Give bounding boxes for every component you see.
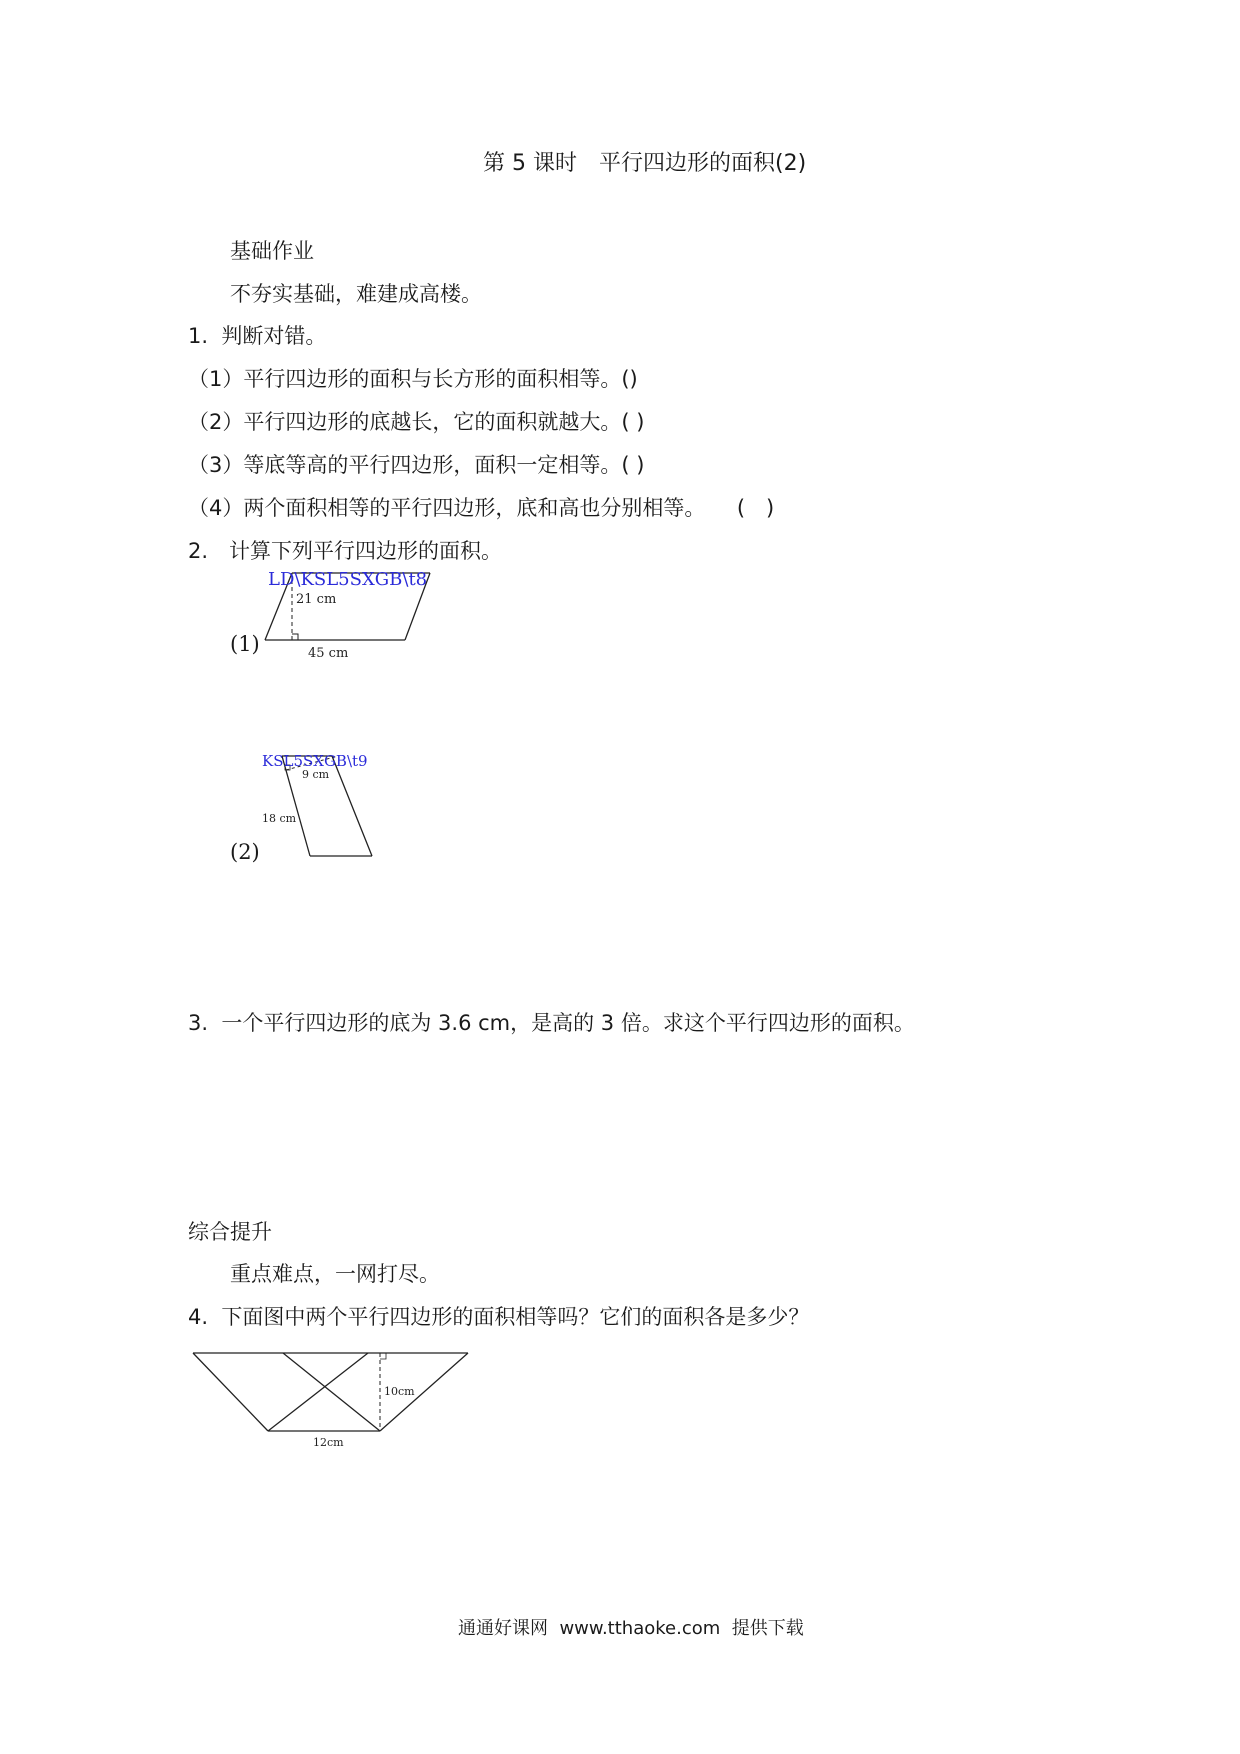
page-footer: 通通好课网 www.tthaoke.com 提供下载 [458, 1618, 804, 1639]
parallelogram-figure-1 [230, 565, 450, 665]
watermark-label: KSL5SXGB\t9 [262, 752, 368, 770]
question-1-item: （1）平行四边形的面积与长方形的面积相等。() [188, 367, 638, 391]
side-label: 18 cm [262, 812, 297, 825]
section-heading-basic: 基础作业 [230, 239, 314, 263]
height-label: 10cm [384, 1385, 415, 1398]
section-motto-advanced: 重点难点，一网打尽。 [230, 1262, 440, 1286]
height-label: 21 cm [296, 592, 337, 607]
two-parallelograms-figure [188, 1345, 488, 1465]
question-1-item: （3）等底等高的平行四边形，面积一定相等。( ) [188, 453, 645, 477]
section-motto-basic: 不夯实基础，难建成高楼。 [230, 282, 482, 306]
watermark-label: LD\KSL5SXGB\t8 [268, 569, 428, 590]
question-2-stem: 2. 计算下列平行四边形的面积。 [188, 539, 503, 563]
section-heading-advanced: 综合提升 [188, 1220, 272, 1244]
question-3-stem: 3. 一个平行四边形的底为 3.6 cm，是高的 3 倍。求这个平行四边形的面积。 [188, 1011, 915, 1035]
height-label: 9 cm [302, 768, 330, 781]
parallelogram-figure-2 [262, 748, 382, 868]
base-label: 12cm [313, 1436, 344, 1449]
question-4-stem: 4. 下面图中两个平行四边形的面积相等吗？它们的面积各是多少？ [188, 1305, 810, 1329]
figure-1-label: (1) [230, 632, 260, 656]
base-label: 45 cm [308, 646, 349, 661]
question-1-item: （2）平行四边形的底越长，它的面积就越大。( ) [188, 410, 645, 434]
page-title: 第 5 课时 平行四边形的面积(2) [483, 151, 807, 176]
figure-2-label: (2) [230, 840, 260, 864]
question-1-stem: 1. 判断对错。 [188, 324, 327, 348]
question-1-item: （4）两个面积相等的平行四边形，底和高也分别相等。 ( ) [188, 496, 775, 520]
